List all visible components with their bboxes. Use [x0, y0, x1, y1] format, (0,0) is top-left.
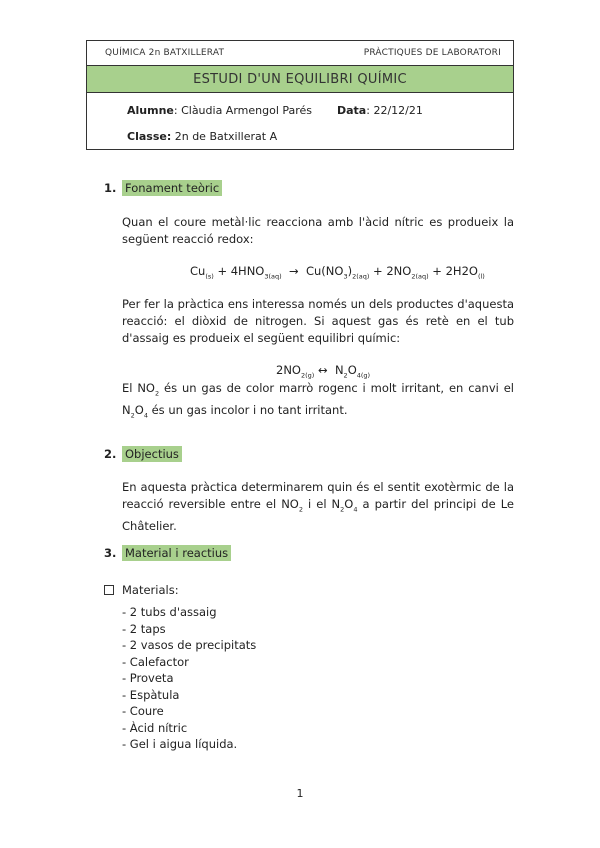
eq1-h2o: + 2H2O: [428, 264, 478, 278]
list-item: - 2 taps: [122, 621, 166, 636]
paragraph-gas-colors: [122, 380, 514, 425]
list-item: - Coure: [122, 704, 164, 718]
section-2-title: Objectius: [122, 446, 182, 462]
paragraph-objectives: [122, 479, 514, 535]
p3-s1: 2: [155, 389, 160, 398]
list-item: - 2 tubs d'assaig: [122, 605, 217, 619]
section-3-number: 3.: [104, 546, 117, 560]
eq2-arrow: ↔: [314, 363, 335, 377]
section-1-number: 1.: [104, 181, 117, 195]
eq1-cuno-close: ): [347, 264, 353, 278]
p3-t3: O: [134, 403, 144, 418]
obj-s2: 2: [340, 505, 345, 514]
eq1-cuno: Cu(NO: [305, 264, 344, 278]
header-category: PRÀCTIQUES DE LABORATORI: [363, 48, 501, 58]
eq1-h2o-sub: (l): [477, 272, 485, 281]
section-3-title: Material i reactius: [122, 545, 231, 561]
materials-heading: [104, 583, 179, 597]
page-number: 1: [296, 787, 304, 800]
list-item: - 2 vasos de precipitats: [122, 638, 257, 652]
p3-t1: El NO: [122, 381, 155, 395]
equation-equilibrium: [276, 363, 370, 379]
class-value: 2n de Batxillerat A: [171, 130, 278, 143]
class-row: [127, 130, 277, 143]
obj-s1: 2: [298, 505, 303, 514]
date-row: [337, 104, 423, 117]
eq1-cu-sub: (s): [205, 272, 214, 281]
eq2-o-sub: 4(g): [356, 371, 371, 380]
student-label: Alumne: [127, 104, 174, 117]
eq1-no2: + 2NO: [369, 264, 412, 278]
eq2-no2-sub: 2(g): [300, 371, 315, 380]
paragraph-no2: Per fer la pràctica ens interessa només un dels productes d'aquesta reacció: el diòxid de nitrogen. Si aquest gas és retè en el tub d'assaig es produeix el següent equilibri químic:: [122, 297, 514, 345]
materials-label: Materials:: [122, 583, 179, 597]
list-item: - Espàtula: [122, 687, 180, 702]
eq1-no2-sub: 2(aq): [411, 272, 429, 281]
header-subject: QUÍMICA 2n BATXILLERAT: [105, 48, 225, 58]
obj-t2: i el N: [303, 497, 341, 511]
p3-t4: és un gas incolor i no tant irritant.: [147, 403, 348, 418]
eq2-no2: 2NO: [276, 363, 301, 377]
section-3-heading: [104, 545, 231, 561]
eq1-hno3: + 4HNO: [213, 264, 265, 278]
document-title: ESTUDI D'UN EQUILIBRI QUÍMIC: [87, 66, 513, 93]
date-value: : 22/12/21: [366, 104, 423, 117]
p3-s3: 4: [143, 411, 148, 420]
obj-t3: O: [344, 497, 354, 511]
header-top-row: [87, 41, 513, 66]
section-2-number: 2.: [104, 447, 117, 461]
list-item: - Àcid nítric: [122, 720, 188, 735]
class-label: Classe:: [127, 130, 172, 143]
checkbox-bullet-icon: [104, 585, 114, 595]
eq1-arrow: →: [281, 264, 306, 278]
header-box: [86, 40, 514, 150]
obj-s3: 4: [353, 505, 358, 514]
eq2-n-sub: 2: [343, 371, 348, 380]
eq1-cuno-sub1: 3: [343, 272, 348, 281]
p3-t2: és un gas de color marrò rogenc i molt irritant, en canvi el N: [122, 381, 514, 418]
eq1-hno3-sub: 3(aq): [264, 272, 282, 281]
section-2-heading: [104, 446, 182, 462]
eq1-cuno-sub2: 2(aq): [352, 272, 370, 281]
list-item: - Calefactor: [122, 654, 189, 669]
student-row: [127, 104, 312, 117]
list-item: - Gel i aigua líquida.: [122, 737, 238, 751]
obj-t1: En aquesta pràctica determinarem quin és el sentit exotèrmic de la reacció reversible entre el NO: [122, 480, 514, 511]
eq2-o: O: [347, 363, 357, 377]
student-value: : Clàudia Armengol Parés: [173, 104, 313, 117]
equation-redox: [190, 264, 485, 280]
date-label: Data: [337, 104, 367, 117]
obj-t4: a partir del principi de Le Châtelier.: [122, 497, 514, 534]
materials-list: [122, 604, 256, 753]
p3-s2: 2: [130, 411, 135, 420]
list-item: - Proveta: [122, 671, 174, 685]
eq1-cu: Cu: [190, 264, 206, 278]
section-1-heading: [104, 180, 222, 196]
paragraph-intro: Quan el coure metàl·lic reacciona amb l'àcid nítric es produeix la següent reacció redox:: [122, 215, 514, 246]
eq2-n: N: [334, 363, 344, 377]
section-1-title: Fonament teòric: [122, 180, 222, 196]
